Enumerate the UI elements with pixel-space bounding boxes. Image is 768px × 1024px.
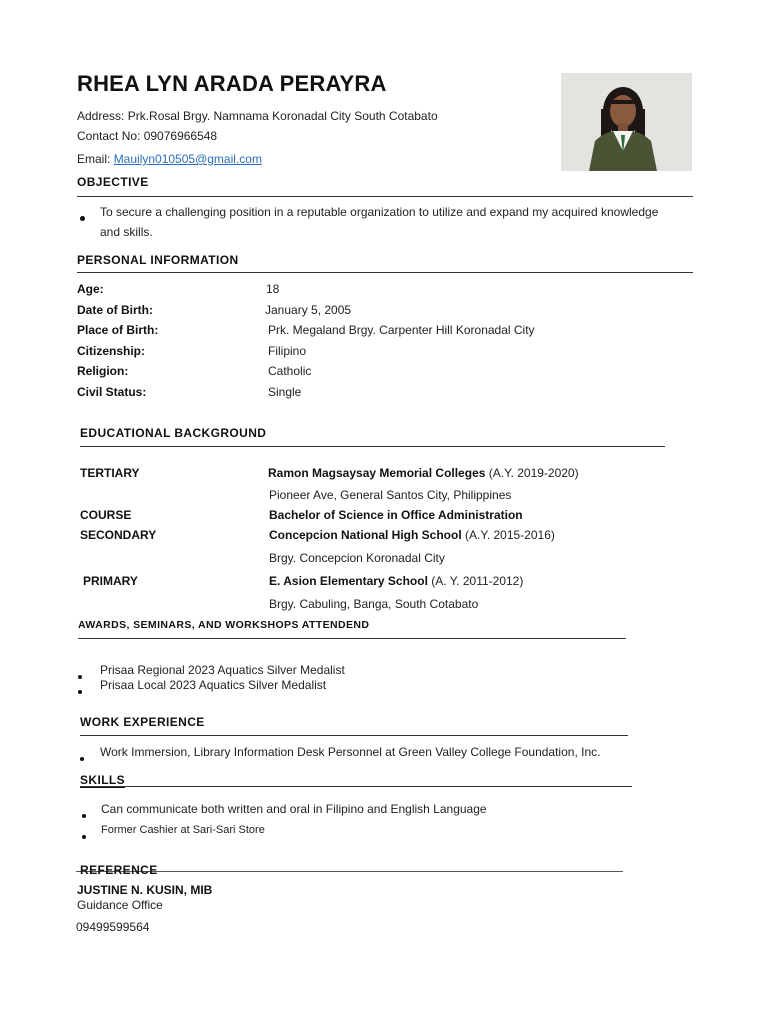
secondary-school-name: Concepcion National High School xyxy=(269,528,462,542)
reference-phone: 09499599564 xyxy=(76,920,150,934)
divider xyxy=(77,196,693,197)
tertiary-school xyxy=(268,466,579,480)
awards-heading: AWARDS, SEMINARS, AND WORKSHOPS ATTENDEND xyxy=(78,619,370,631)
applicant-photo xyxy=(561,73,692,171)
primary-label: PRIMARY xyxy=(83,574,138,588)
objective-text-line-1: To secure a challenging position in a reputable organization to utilize and expand my acquired knowledge xyxy=(100,205,659,219)
birthplace-label: Place of Birth: xyxy=(77,323,159,337)
civil-status-value: Single xyxy=(268,385,302,399)
email-link[interactable]: Mauilyn010505@gmail.com xyxy=(113,152,262,166)
dob-value: January 5, 2005 xyxy=(265,303,352,317)
dob-label: Date of Birth: xyxy=(77,303,153,317)
divider xyxy=(80,786,632,787)
age-label: Age: xyxy=(77,282,104,296)
skill-item: Can communicate both written and oral in Filipino and English Language xyxy=(101,802,487,816)
divider xyxy=(78,638,626,639)
divider xyxy=(77,272,693,273)
bullet-icon xyxy=(82,828,86,846)
bullet-icon xyxy=(80,750,84,768)
primary-school-name: E. Asion Elementary School xyxy=(269,574,428,588)
secondary-school xyxy=(269,528,555,542)
reference-office: Guidance Office xyxy=(77,898,163,912)
work-heading: WORK EXPERIENCE xyxy=(80,715,205,729)
objective-heading: OBJECTIVE xyxy=(77,175,149,189)
skills-heading: SKILLS xyxy=(80,773,126,787)
education-heading: EDUCATIONAL BACKGROUND xyxy=(80,426,267,440)
award-item: Prisaa Regional 2023 Aquatics Silver Medalist xyxy=(100,663,345,677)
bullet-icon xyxy=(78,683,82,701)
tertiary-school-year: (A.Y. 2019-2020) xyxy=(485,466,579,480)
divider xyxy=(80,735,628,736)
bullet-icon xyxy=(82,807,86,825)
applicant-name: RHEA LYN ARADA PERAYRA xyxy=(77,71,387,96)
tertiary-school-name: Ramon Magsaysay Memorial Colleges xyxy=(268,466,486,480)
age-value: 18 xyxy=(266,282,280,296)
course-label: COURSE xyxy=(80,508,132,522)
birthplace-value: Prk. Megaland Brgy. Carpenter Hill Koronadal City xyxy=(268,323,535,337)
religion-value: Catholic xyxy=(268,364,312,378)
primary-school xyxy=(269,574,523,588)
divider xyxy=(80,446,665,447)
tertiary-address: Pioneer Ave, General Santos City, Philippines xyxy=(269,488,512,502)
objective-text-line-2: and skills. xyxy=(100,225,153,239)
religion-label: Religion: xyxy=(77,364,129,378)
bullet-icon xyxy=(80,210,85,228)
course-value: Bachelor of Science in Office Administration xyxy=(269,508,523,522)
citizenship-label: Citizenship: xyxy=(77,344,145,358)
tertiary-label: TERTIARY xyxy=(80,466,140,480)
email-label: Email: xyxy=(77,152,114,166)
award-item: Prisaa Local 2023 Aquatics Silver Medalist xyxy=(100,678,327,692)
work-item: Work Immersion, Library Information Desk Personnel at Green Valley College Foundation, Inc. xyxy=(100,745,601,759)
secondary-address: Brgy. Concepcion Koronadal City xyxy=(269,551,445,565)
personal-info-heading: PERSONAL INFORMATION xyxy=(77,253,239,267)
email-line xyxy=(77,152,262,166)
skill-item: Former Cashier at Sari-Sari Store xyxy=(101,824,265,836)
primary-address: Brgy. Cabuling, Banga, South Cotabato xyxy=(269,597,479,611)
address-line: Address: Prk.Rosal Brgy. Namnama Koronadal City South Cotabato xyxy=(77,109,438,123)
secondary-school-year: (A.Y. 2015-2016) xyxy=(461,528,555,542)
reference-name: JUSTINE N. KUSIN, MIB xyxy=(77,883,213,897)
citizenship-value: Filipino xyxy=(268,344,307,358)
civil-status-label: Civil Status: xyxy=(77,385,147,399)
divider xyxy=(76,871,623,872)
primary-school-year: (A. Y. 2011-2012) xyxy=(427,574,524,588)
contact-line: Contact No: 09076966548 xyxy=(77,129,218,143)
secondary-label: SECONDARY xyxy=(80,528,157,542)
reference-heading: REFERENCE xyxy=(80,863,158,877)
